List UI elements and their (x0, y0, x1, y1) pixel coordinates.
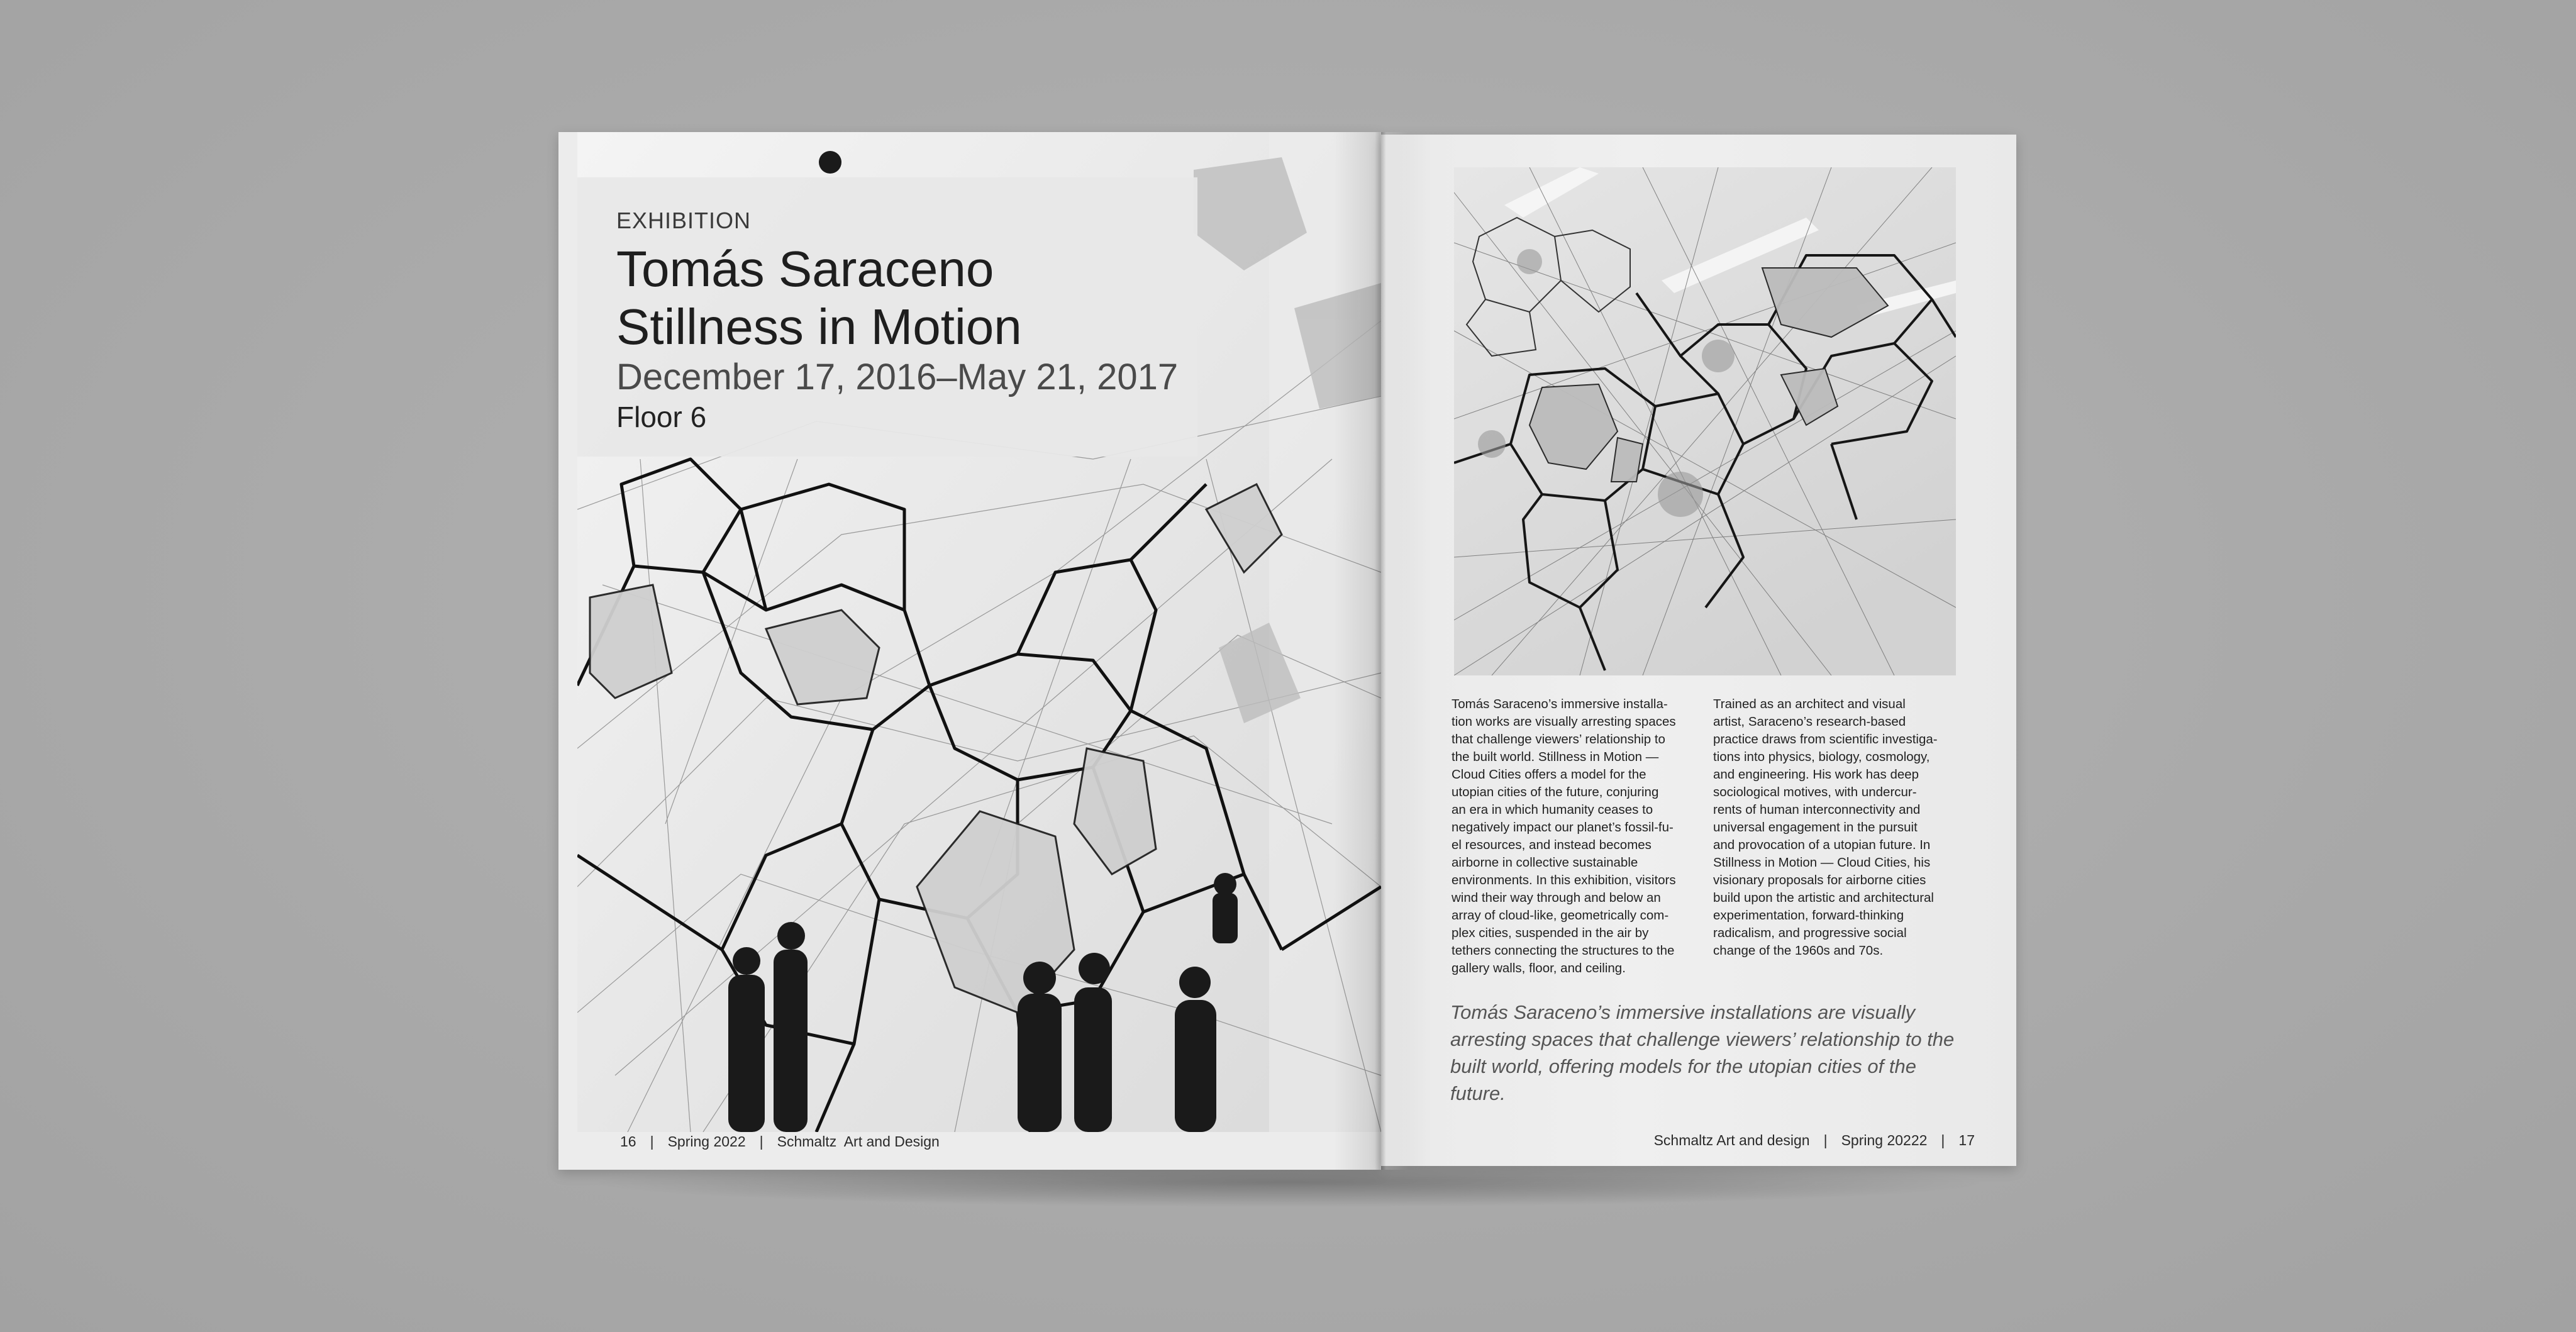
section-kicker: EXHIBITION (616, 208, 752, 233)
right-page-footer (1654, 1132, 1975, 1149)
page-number-right: 17 (1958, 1132, 1975, 1148)
footer-separator: | (759, 1133, 763, 1150)
footer-separator: | (650, 1133, 654, 1150)
exhibition-location: Floor 6 (616, 401, 707, 433)
issue-right: Spring 20222 (1841, 1132, 1928, 1148)
article-title-line1: Tomás Saraceno (616, 241, 994, 297)
pull-quote: Tomás Saraceno’s immersive installations are visually arresting spaces that challenge viewers’ relationship to the built world, offering models for the utopian cities of the future. (1450, 1001, 1955, 1104)
installation-photo-right (1454, 167, 1956, 675)
footer-separator: | (1823, 1132, 1828, 1148)
footer-separator: | (1941, 1132, 1945, 1148)
publication-left: Schmaltz Art and Design (777, 1133, 940, 1150)
publication-right: Schmaltz Art and design (1653, 1132, 1810, 1148)
article-title-line2: Stillness in Motion (616, 299, 1022, 355)
body-text-column-2: Trained as an architect and visual artist, Saraceno’s research-based practice draws from scientific investiga- tions into physics, biology, cosmology, and engineering. His work has deep sociological motives, with undercur- rents of human interconnectivity and universal engagement in the pursuit and provocation of a utopian future. In Stillness in Motion — Cloud Cities, his visionary proposals for airborne cities build upon the artistic and architectural experimentation, forward-thinking radicalism, and progressive social change of the 1960s and 70s. (1713, 697, 1938, 958)
issue-left: Spring 2022 (667, 1133, 746, 1150)
body-text-column-1: Tomás Saraceno’s immersive installa- tion works are visually arresting spaces that challenge viewers’ relationship to the built world. Stillness in Motion — Cloud Cities offers a model for the utopian cities of the future, conjuring an era in which humanity ceases to negatively impact our planet’s fossil-fu- el resources, and instead becomes airborne in collective sustainable environments. In this exhibition, visitors wind their way through and below an array of cloud-like, geometrically com- plex cities, suspended in the air by tethers connecting the structures to the gallery walls, floor, and ceiling. (1452, 697, 1676, 975)
left-page-footer (620, 1133, 940, 1150)
exhibition-dates: December 17, 2016–May 21, 2017 (616, 357, 1179, 397)
page-number-left: 16 (620, 1133, 636, 1150)
